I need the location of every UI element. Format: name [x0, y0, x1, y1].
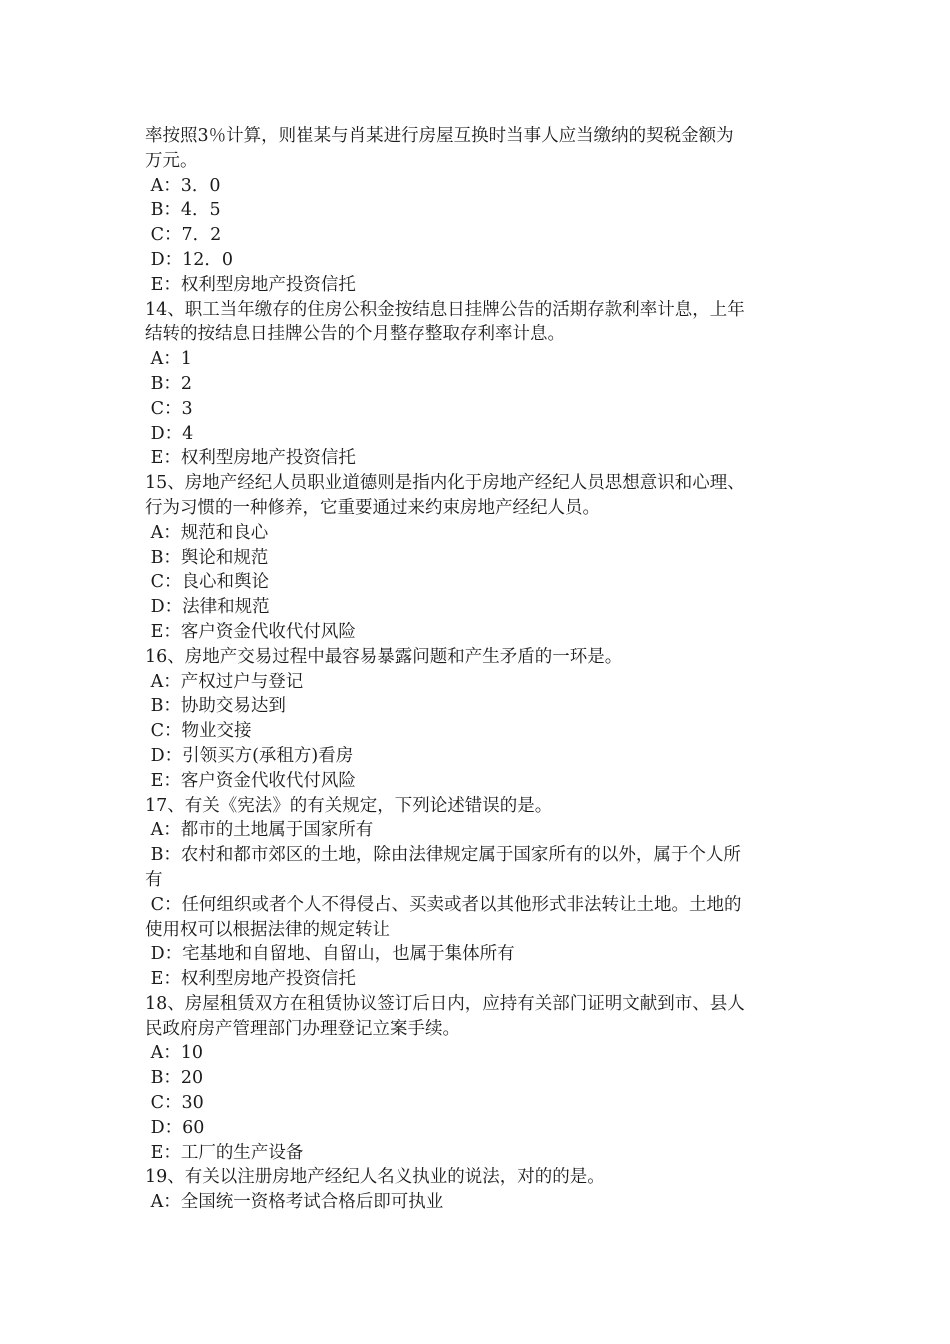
question-line: 17、有关《宪法》的有关规定，下列论述错误的是。: [145, 795, 553, 816]
option-line: C：物业交接: [145, 721, 252, 742]
option-line: D：宅基地和自留地、自留山，也属于集体所有: [145, 944, 515, 965]
option-line: B：2: [145, 373, 193, 394]
question-line: 15、房地产经纪人员职业道德则是指内化于房地产经纪人员思想意识和心理、: [145, 473, 745, 494]
question-line: 16、房地产交易过程中最容易暴露问题和产生矛盾的一环是。: [145, 646, 623, 667]
option-line: E：权利型房地产投资信托: [145, 969, 356, 990]
option-line: A：规范和良心: [145, 522, 269, 543]
text-line: 行为习惯的一种修养，它重要通过来约束房地产经纪人员。: [145, 497, 600, 518]
option-line: A：全国统一资格考试合格后即可执业: [145, 1192, 444, 1213]
text-line: 民政府房产管理部门办理登记立案手续。: [145, 1018, 460, 1039]
option-line: B：舆论和规范: [145, 547, 269, 568]
option-line: C：30: [145, 1093, 204, 1114]
text-line: 有: [145, 869, 163, 890]
option-line: B：农村和都市郊区的土地，除由法律规定属于国家所有的以外，属于个人所: [145, 845, 741, 866]
option-line: A：3．0: [145, 175, 221, 196]
option-line: A：1: [145, 349, 192, 370]
option-line: D：引领买方(承租方)看房: [145, 745, 354, 766]
option-line: E：权利型房地产投资信托: [145, 274, 356, 295]
question-line: 18、房屋租赁双方在租赁协议签订后日内，应持有关部门证明文献到市、县人: [145, 993, 745, 1014]
option-line: A：都市的土地属于国家所有: [145, 820, 374, 841]
option-line: D：12．0: [145, 249, 233, 270]
option-line: E：客户资金代收代付风险: [145, 621, 356, 642]
text-line: 率按照3％计算，则崔某与肖某进行房屋互换时当事人应当缴纳的契税金额为: [145, 126, 734, 146]
question-line: 14、职工当年缴存的住房公积金按结息日挂牌公告的活期存款利率计息，上年: [145, 299, 745, 320]
text-line: 使用权可以根据法律的规定转让: [145, 919, 390, 940]
option-line: E：权利型房地产投资信托: [145, 448, 356, 469]
option-line: C：任何组织或者个人不得侵占、买卖或者以其他形式非法转让土地。土地的: [145, 894, 742, 915]
option-line: C：7．2: [145, 225, 222, 246]
option-line: E：客户资金代收代付风险: [145, 770, 356, 791]
option-line: E：工厂的生产设备: [145, 1142, 304, 1163]
option-line: C：3: [145, 398, 193, 419]
option-line: C：良心和舆论: [145, 572, 269, 593]
option-line: A：产权过户与登记: [145, 671, 304, 692]
text-line: 万元。: [145, 150, 198, 171]
option-line: B：20: [145, 1068, 204, 1089]
option-line: B：协助交易达到: [145, 696, 286, 717]
document-body: [145, 124, 810, 1215]
option-line: D：法律和规范: [145, 597, 270, 618]
text-line: 结转的按结息日挂牌公告的个月整存整取存利率计息。: [145, 324, 565, 345]
question-line: 19、有关以注册房地产经纪人名义执业的说法，对的的是。: [145, 1167, 605, 1188]
option-line: D：60: [145, 1117, 205, 1138]
option-line: A：10: [145, 1043, 203, 1064]
option-line: B：4．5: [145, 200, 221, 221]
option-line: D：4: [145, 423, 194, 444]
